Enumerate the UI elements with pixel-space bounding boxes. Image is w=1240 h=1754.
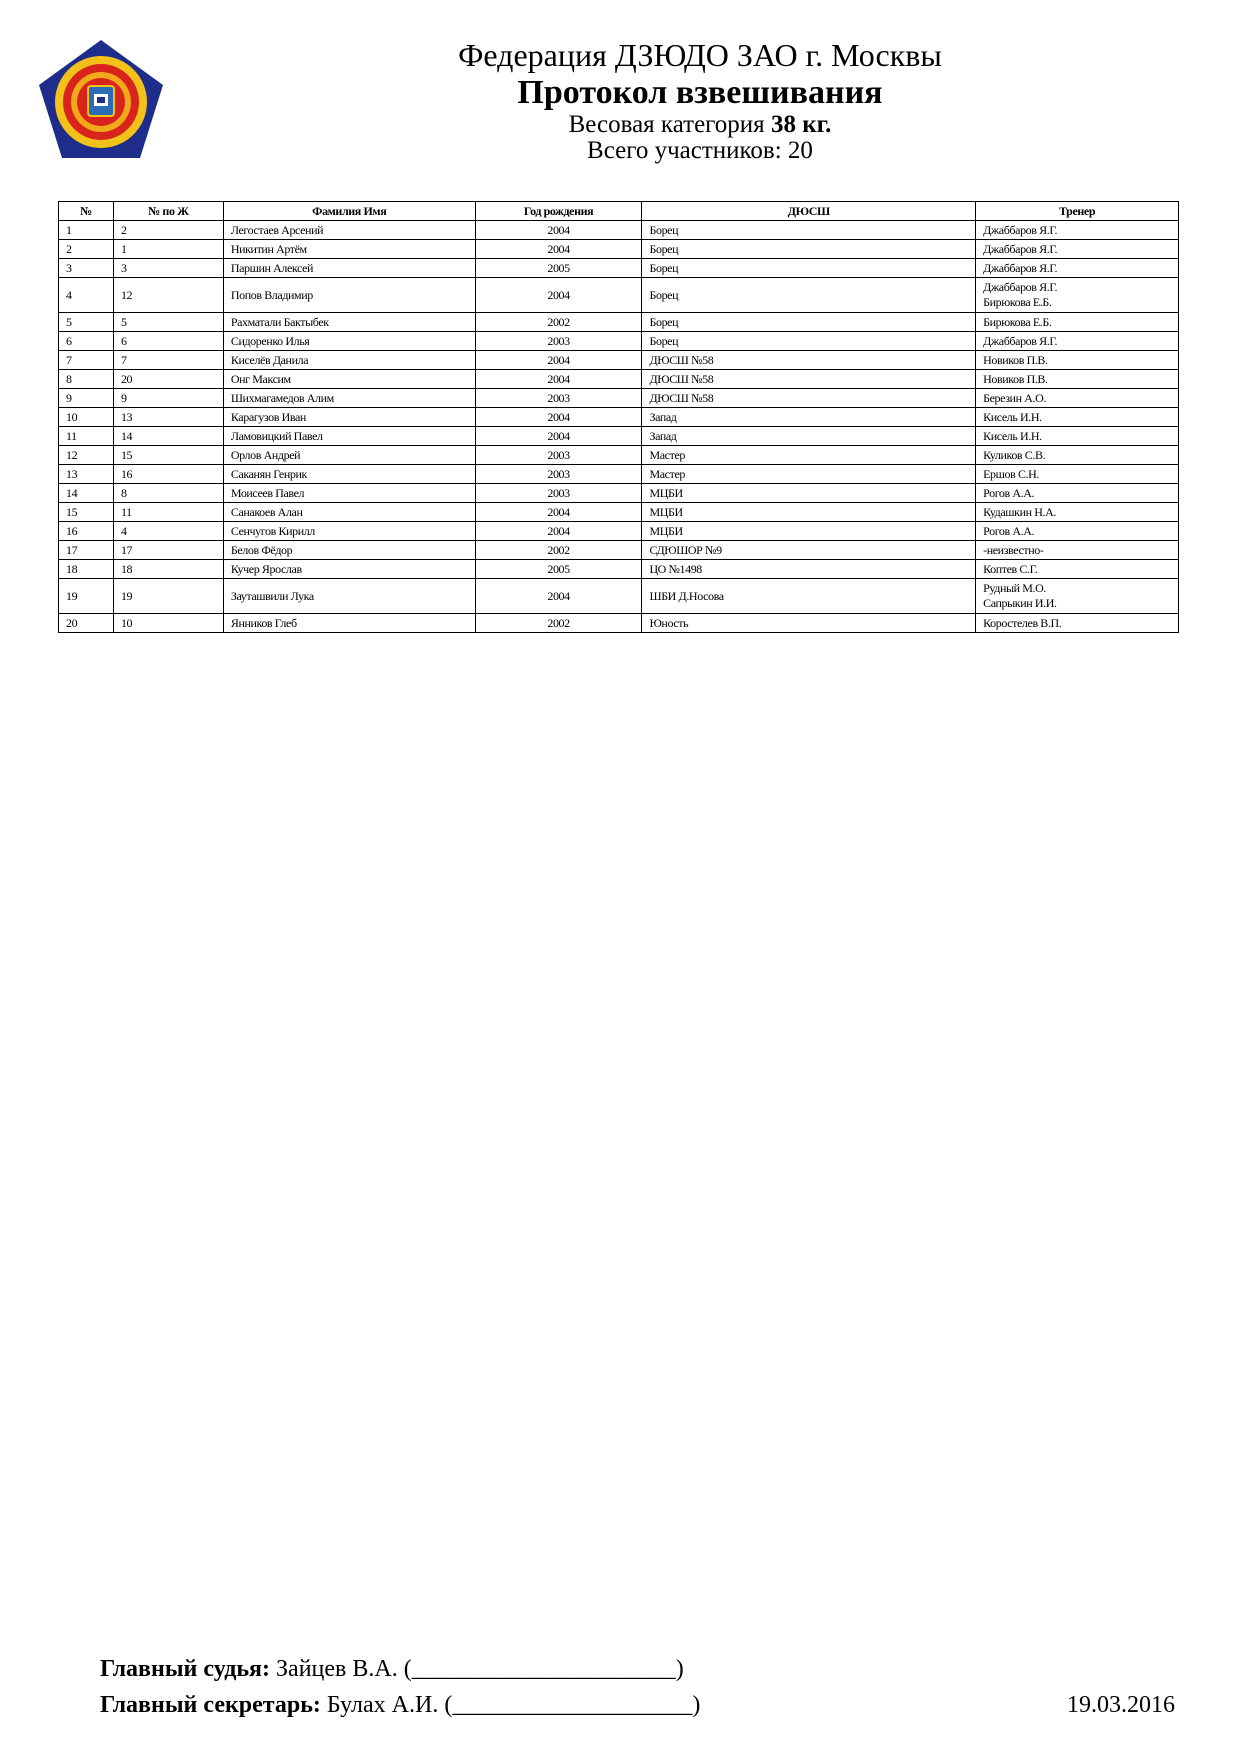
cell-school: Борец <box>642 259 976 278</box>
cell-name: Ламовицкий Павел <box>223 427 475 446</box>
cell-name: Санакоев Алан <box>223 503 475 522</box>
trainer-name: Рогов А.А. <box>983 523 1035 538</box>
cell-name: Легостаев Арсений <box>223 221 475 240</box>
cell-name: Сидоренко Илья <box>223 332 475 351</box>
trainer-name: Кисель И.Н. <box>983 409 1042 424</box>
cell-draw: 3 <box>113 259 223 278</box>
cell-trainer <box>976 370 1179 389</box>
cell-name: Паршин Алексей <box>223 259 475 278</box>
cell-draw: 11 <box>113 503 223 522</box>
table-row <box>59 522 1179 541</box>
table-row <box>59 446 1179 465</box>
cell-name: Шихмагамедов Алим <box>223 389 475 408</box>
cell-year: 2005 <box>475 560 642 579</box>
cell-name: Попов Владимир <box>223 278 475 313</box>
table-row <box>59 614 1179 633</box>
cell-draw: 19 <box>113 579 223 614</box>
trainer-name: Кудашкин Н.А. <box>983 504 1056 519</box>
cell-name: Рахматали Бактыбек <box>223 313 475 332</box>
cell-school: ДЮСШ №58 <box>642 370 976 389</box>
trainer-name: Джаббаров Я.Г. <box>983 333 1058 348</box>
cell-draw: 2 <box>113 221 223 240</box>
cell-trainer <box>976 259 1179 278</box>
cell-trainer <box>976 408 1179 427</box>
cell-number: 5 <box>59 313 114 332</box>
cell-year: 2004 <box>475 427 642 446</box>
table-row <box>59 351 1179 370</box>
trainer-name: Джаббаров Я.Г. <box>983 260 1058 275</box>
document-date: 19.03.2016 <box>1067 1692 1175 1718</box>
trainer-name: -неизвестно- <box>983 542 1044 557</box>
cell-trainer <box>976 332 1179 351</box>
cell-trainer <box>976 446 1179 465</box>
cell-name: Онг Максим <box>223 370 475 389</box>
cell-trainer <box>976 313 1179 332</box>
participants-total: Всего участников: 20 <box>587 137 813 164</box>
cell-year: 2003 <box>475 446 642 465</box>
document-title: Протокол взвешивания <box>517 74 883 111</box>
trainer-name: Бирюкова Е.Б. <box>983 314 1052 329</box>
table-row <box>59 503 1179 522</box>
cell-number: 7 <box>59 351 114 370</box>
cell-draw: 17 <box>113 541 223 560</box>
cell-year: 2003 <box>475 332 642 351</box>
cell-school: МЦБИ <box>642 503 976 522</box>
trainer-name: Рудный М.О. <box>983 581 1046 595</box>
cell-year: 2002 <box>475 541 642 560</box>
cell-trainer <box>976 427 1179 446</box>
cell-number: 18 <box>59 560 114 579</box>
cell-name: Орлов Андрей <box>223 446 475 465</box>
cell-number: 10 <box>59 408 114 427</box>
cell-year: 2003 <box>475 465 642 484</box>
cell-draw: 5 <box>113 313 223 332</box>
cell-name: Кучер Ярослав <box>223 560 475 579</box>
table-row <box>59 278 1179 313</box>
table-row <box>59 313 1179 332</box>
cell-draw: 7 <box>113 351 223 370</box>
table-row <box>59 484 1179 503</box>
cell-year: 2004 <box>475 522 642 541</box>
cell-trainer <box>976 351 1179 370</box>
cell-year: 2004 <box>475 240 642 259</box>
cell-number: 1 <box>59 221 114 240</box>
federation-name: Федерация ДЗЮДО ЗАО г. Москвы <box>458 37 942 73</box>
cell-year: 2004 <box>475 579 642 614</box>
cell-school: Борец <box>642 332 976 351</box>
table-row <box>59 240 1179 259</box>
trainer-name: Рогов А.А. <box>983 485 1035 500</box>
trainer-name: Джаббаров Я.Г. <box>983 222 1058 237</box>
cell-school: Юность <box>642 614 976 633</box>
cell-number: 20 <box>59 614 114 633</box>
cell-school: СДЮШОР №9 <box>642 541 976 560</box>
cell-number: 3 <box>59 259 114 278</box>
table-row <box>59 408 1179 427</box>
cell-number: 4 <box>59 278 114 313</box>
cell-school: Борец <box>642 313 976 332</box>
chief-judge <box>100 1656 684 1683</box>
cell-draw: 15 <box>113 446 223 465</box>
table-row <box>59 560 1179 579</box>
cell-trainer <box>976 541 1179 560</box>
cell-name: Киселёв Данила <box>223 351 475 370</box>
document-header <box>300 36 1100 164</box>
col-header-draw: № по Ж <box>113 202 223 221</box>
cell-school: ШБИ Д.Носова <box>642 579 976 614</box>
trainer-name: Джаббаров Я.Г. <box>983 241 1058 256</box>
table-row <box>59 427 1179 446</box>
federation-logo <box>36 38 166 162</box>
cell-draw: 9 <box>113 389 223 408</box>
cell-trainer <box>976 484 1179 503</box>
trainer-name: Сапрыкин И.И. <box>983 596 1057 610</box>
cell-year: 2004 <box>475 408 642 427</box>
cell-draw: 18 <box>113 560 223 579</box>
cell-draw: 8 <box>113 484 223 503</box>
cell-school: Борец <box>642 221 976 240</box>
cell-school: Мастер <box>642 465 976 484</box>
weight-category-value: 38 кг. <box>770 111 832 138</box>
cell-draw: 12 <box>113 278 223 313</box>
cell-number: 6 <box>59 332 114 351</box>
cell-trainer <box>976 465 1179 484</box>
trainer-name: Кисель И.Н. <box>983 428 1042 443</box>
cell-number: 13 <box>59 465 114 484</box>
cell-year: 2004 <box>475 351 642 370</box>
chief-judge-label: Главный судья: <box>100 1656 271 1682</box>
cell-trainer <box>976 278 1179 313</box>
chief-judge-value: Зайцев В.А. (______________________) <box>276 1656 684 1682</box>
cell-number: 14 <box>59 484 114 503</box>
cell-name: Моисеев Павел <box>223 484 475 503</box>
trainer-name: Бирюкова Е.Б. <box>983 295 1052 309</box>
cell-school: ДЮСШ №58 <box>642 351 976 370</box>
cell-year: 2002 <box>475 313 642 332</box>
table-row <box>59 259 1179 278</box>
cell-name: Белов Фёдор <box>223 541 475 560</box>
cell-trainer <box>976 221 1179 240</box>
col-header-trainer: Тренер <box>976 202 1179 221</box>
cell-name: Янников Глеб <box>223 614 475 633</box>
cell-year: 2003 <box>475 389 642 408</box>
cell-number: 12 <box>59 446 114 465</box>
cell-year: 2004 <box>475 221 642 240</box>
col-header-year: Год рождения <box>475 202 642 221</box>
table-row <box>59 221 1179 240</box>
cell-year: 2004 <box>475 278 642 313</box>
cell-draw: 1 <box>113 240 223 259</box>
cell-number: 11 <box>59 427 114 446</box>
cell-school: МЦБИ <box>642 522 976 541</box>
cell-number: 8 <box>59 370 114 389</box>
table-row <box>59 332 1179 351</box>
trainer-name: Коптев С.Г. <box>983 561 1038 576</box>
cell-trainer <box>976 579 1179 614</box>
table-row <box>59 541 1179 560</box>
col-header-school: ДЮСШ <box>642 202 976 221</box>
chief-secretary-label: Главный секретарь: <box>100 1692 321 1718</box>
cell-trainer <box>976 503 1179 522</box>
cell-number: 17 <box>59 541 114 560</box>
cell-name: Зауташвили Лука <box>223 579 475 614</box>
cell-draw: 16 <box>113 465 223 484</box>
trainer-name: Коростелев В.П. <box>983 615 1062 630</box>
cell-school: Запад <box>642 408 976 427</box>
cell-number: 15 <box>59 503 114 522</box>
trainer-name: Новиков П.В. <box>983 371 1048 386</box>
cell-number: 9 <box>59 389 114 408</box>
table-row <box>59 465 1179 484</box>
cell-draw: 14 <box>113 427 223 446</box>
trainer-name: Джаббаров Я.Г. <box>983 280 1058 294</box>
cell-draw: 6 <box>113 332 223 351</box>
cell-school: МЦБИ <box>642 484 976 503</box>
cell-school: Борец <box>642 278 976 313</box>
cell-trainer <box>976 522 1179 541</box>
weight-category-label: Весовая категория <box>568 111 765 138</box>
table-row <box>59 370 1179 389</box>
cell-number: 16 <box>59 522 114 541</box>
cell-year: 2002 <box>475 614 642 633</box>
cell-number: 19 <box>59 579 114 614</box>
cell-name: Карагузов Иван <box>223 408 475 427</box>
table-header-row <box>59 202 1179 221</box>
trainer-name: Березин А.О. <box>983 390 1046 405</box>
cell-school: Борец <box>642 240 976 259</box>
cell-school: ДЮСШ №58 <box>642 389 976 408</box>
table-row <box>59 579 1179 614</box>
trainer-name: Новиков П.В. <box>983 352 1048 367</box>
table-body <box>59 221 1179 633</box>
cell-trainer <box>976 614 1179 633</box>
cell-draw: 10 <box>113 614 223 633</box>
cell-name: Никитин Артём <box>223 240 475 259</box>
cell-number: 2 <box>59 240 114 259</box>
cell-school: ЦО №1498 <box>642 560 976 579</box>
cell-school: Мастер <box>642 446 976 465</box>
chief-secretary-value: Булах А.И. (____________________) <box>326 1692 701 1718</box>
weighing-table <box>58 201 1179 633</box>
cell-draw: 4 <box>113 522 223 541</box>
cell-year: 2005 <box>475 259 642 278</box>
col-header-name: Фамилия Имя <box>223 202 475 221</box>
chief-secretary <box>100 1692 700 1719</box>
trainer-name: Куликов С.В. <box>983 447 1046 462</box>
cell-name: Сенчугов Кирилл <box>223 522 475 541</box>
cell-year: 2003 <box>475 484 642 503</box>
col-header-number: № <box>59 202 114 221</box>
cell-draw: 13 <box>113 408 223 427</box>
cell-draw: 20 <box>113 370 223 389</box>
table-row <box>59 389 1179 408</box>
cell-name: Саканян Генрик <box>223 465 475 484</box>
cell-school: Запад <box>642 427 976 446</box>
weight-category <box>300 112 1100 138</box>
cell-year: 2004 <box>475 370 642 389</box>
cell-year: 2004 <box>475 503 642 522</box>
trainer-name: Ершов С.Н. <box>983 466 1040 481</box>
cell-trainer <box>976 560 1179 579</box>
cell-trainer <box>976 240 1179 259</box>
cell-trainer <box>976 389 1179 408</box>
